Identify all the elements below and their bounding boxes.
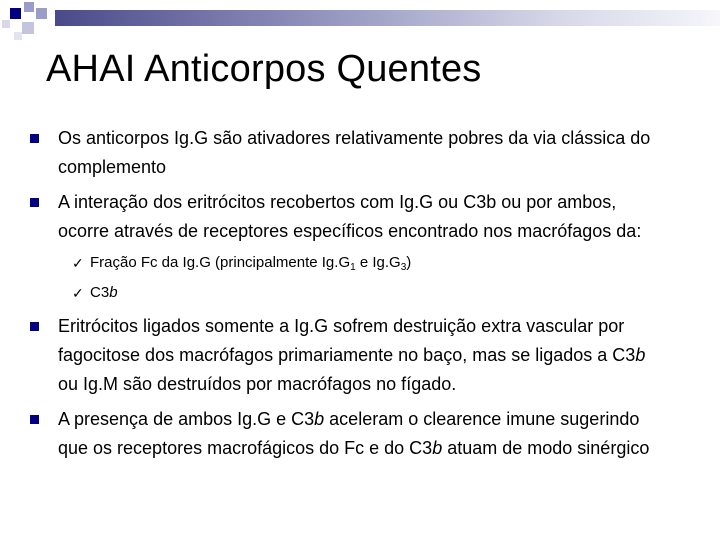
corner-square xyxy=(22,22,34,34)
line-text: aceleram o clearence imune sugerindo xyxy=(324,409,640,429)
bullet-line: ocorre através de receptores específicos encontrado nos macrófagos da: xyxy=(58,221,642,241)
corner-square xyxy=(2,20,10,28)
sub-text: ) xyxy=(406,254,412,271)
corner-square xyxy=(14,32,22,40)
subscript: 1 xyxy=(350,262,356,273)
subscript: 3 xyxy=(400,262,407,273)
line-text: que os receptores macrofágicos do Fc e do C3 xyxy=(58,438,433,458)
slide-content xyxy=(28,124,718,463)
italic-b: b xyxy=(314,409,325,429)
line-text: atuam de modo sinérgico xyxy=(442,438,650,458)
bullet-line: complemento xyxy=(58,157,167,177)
checkmark-icon: ✓ xyxy=(72,255,84,271)
slide-title: AHAI Anticorpos Quentes xyxy=(46,48,482,90)
italic-b: b xyxy=(109,284,118,301)
sub-text: Fração Fc da Ig.G (principalmente Ig.G xyxy=(90,254,351,271)
square-bullet-icon xyxy=(30,198,39,207)
bullet-line: ou Ig.M são destruídos por macrófagos no fígado. xyxy=(58,374,457,394)
sub-item-c3b xyxy=(72,278,718,308)
corner-square xyxy=(24,2,34,12)
line-text: fagocitose dos macrófagos primariamente no baço, mas se ligados a C3 xyxy=(58,345,636,365)
bullet-item xyxy=(28,124,718,182)
sub-text: C3 xyxy=(90,284,110,301)
header-bar xyxy=(55,10,720,26)
italic-b: b xyxy=(432,438,443,458)
square-bullet-icon xyxy=(30,322,39,331)
sub-list xyxy=(28,248,718,308)
italic-b: b xyxy=(635,345,646,365)
bullet-item xyxy=(28,312,718,399)
bullet-line: Os anticorpos Ig.G são ativadores relativamente pobres da via clássica do xyxy=(58,128,651,148)
square-bullet-icon xyxy=(30,415,39,424)
sub-text: e Ig.G xyxy=(355,254,401,271)
sub-item-fc xyxy=(72,248,718,278)
bullet-item xyxy=(28,188,718,246)
checkmark-icon: ✓ xyxy=(72,285,84,301)
bullet-item xyxy=(28,405,718,463)
square-bullet-icon xyxy=(30,134,39,143)
bullet-line: A interação dos eritrócitos recobertos com Ig.G ou C3b ou por ambos, xyxy=(58,192,617,212)
bullet-line xyxy=(58,341,718,370)
bullet-line xyxy=(58,405,718,434)
bullet-line: Eritrócitos ligados somente a Ig.G sofrem destruição extra vascular por xyxy=(58,316,625,336)
corner-square xyxy=(10,8,21,19)
bullet-line xyxy=(58,434,718,463)
corner-square xyxy=(36,8,47,19)
line-text: A presença de ambos Ig.G e C3 xyxy=(58,409,315,429)
